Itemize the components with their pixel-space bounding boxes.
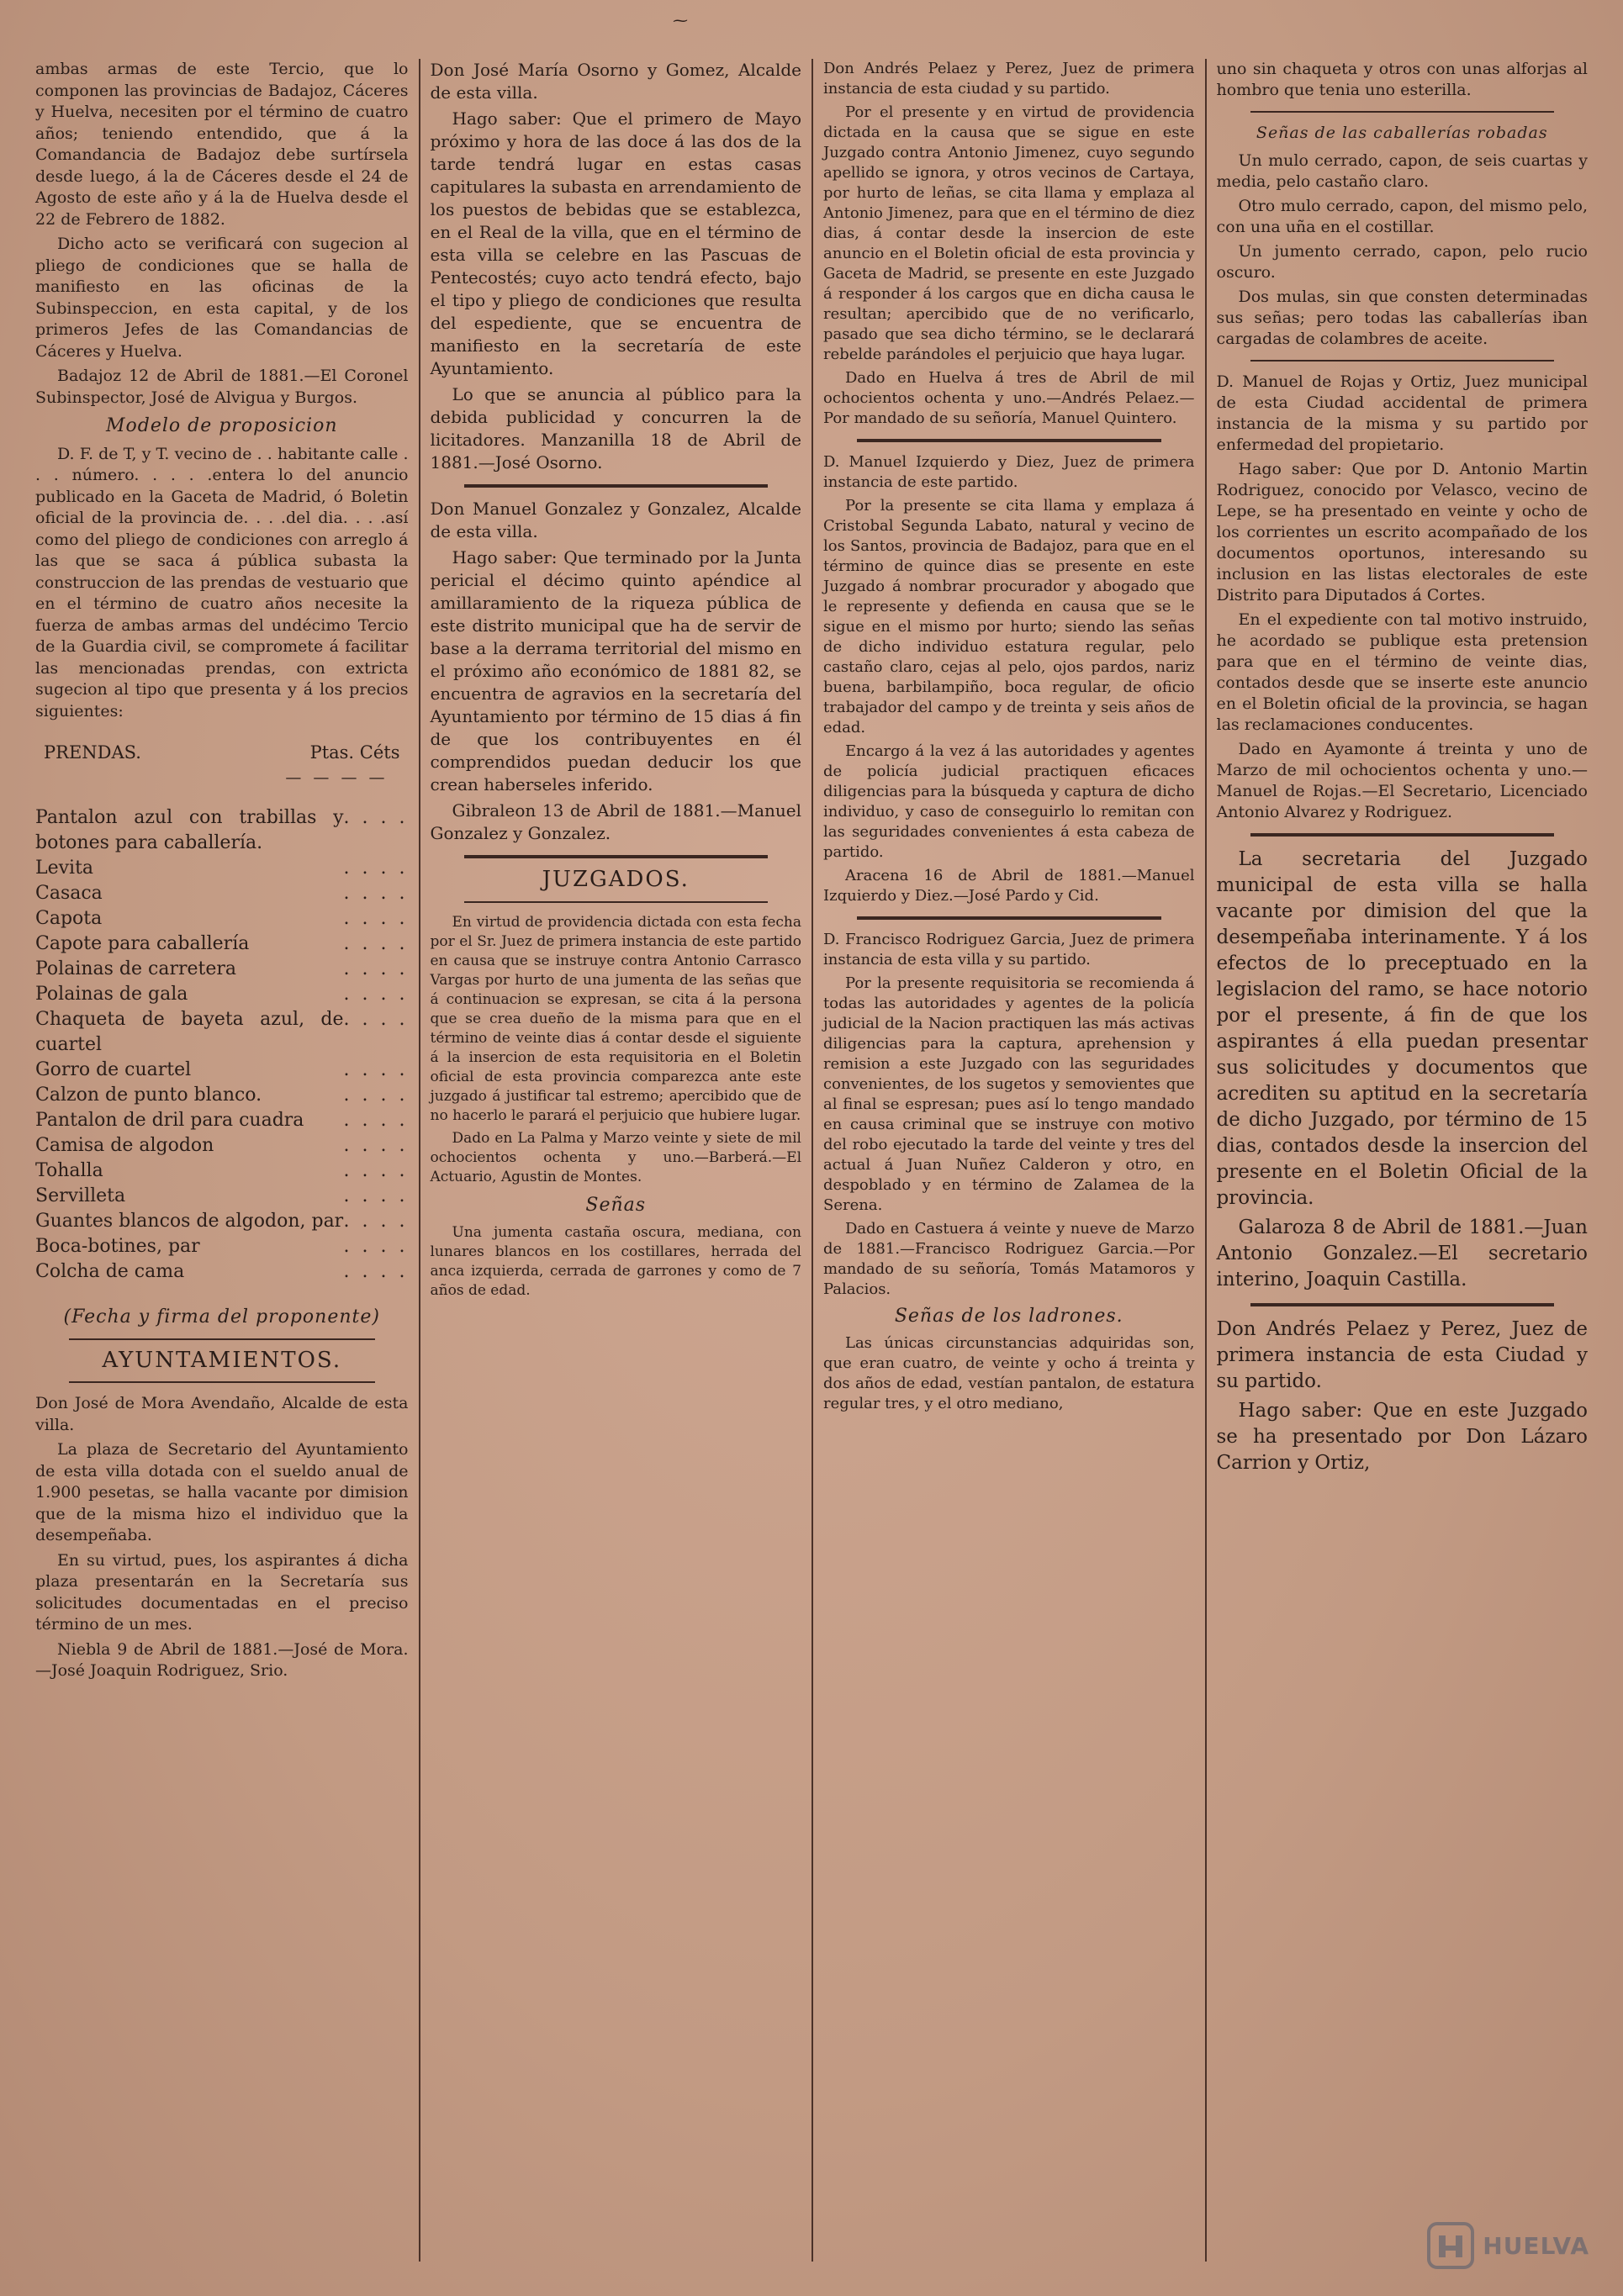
prenda-item: [35, 932, 409, 957]
paragraph: Hago saber: Que por D. Antonio Martin Rodriguez, conocido por Velasco, vecino de Lepe, se ha presentado en veinte y ocho de los corrientes un escrito acompañado de los documentos oportunos, interesando su inclusion en las listas electorales de este Distrito para Diputados á Cortes.: [1216, 460, 1588, 604]
prenda-item: [35, 1108, 409, 1133]
paragraph: En virtud de providencia dictada con esta fecha por el Sr. Juez de primera instancia de este partido en causa que se instruye contra Antonio Carrasco Vargas por hurto de una jumenta de las señas que á continuacion se expresan, se cita á la persona que se crea dueño de la misma para que en el término de veinte dias á contar desde el siguiente á la insercion de esta requisitoria en el Boletin oficial de esta provincia comparezca ante este juzgado á justificar tal estremo; apercibido que de no hacerlo le parará el perjuicio que hubiere lugar.: [430, 914, 801, 1124]
prenda-item: [35, 1234, 409, 1259]
prenda-label: Gorro de cuartel: [35, 1059, 192, 1080]
watermark-text: HUELVA: [1483, 2231, 1589, 2260]
prenda-item: [35, 1133, 409, 1159]
divider: [464, 484, 769, 488]
paragraph: Don Manuel Gonzalez y Gonzalez, Alcalde de esta villa.: [430, 499, 801, 541]
printer-mark: ⁓: [673, 12, 688, 29]
divider: [1250, 360, 1555, 362]
paragraph: Dicho acto se verificará con sugecion al pliego de condiciones que se halla de manifiesto en las oficinas de la Subinspeccion, en esta capital, y de los primeros Jefes de las Comandancias de Cáceres y Huelva.: [35, 235, 409, 361]
column-3: [812, 59, 1205, 2262]
prenda-item: [35, 881, 409, 906]
prenda-label: Polainas de carretera: [35, 958, 236, 979]
paragraph: Hago saber: Que terminado por la Junta pericial el décimo quinto apéndice al amillaramiento de la riqueza pública de este distrito municipal que ha de servir de base a la derrama territorial del mismo en el próximo año económico de 1881 82, se encuentra de agravios en la secretaría del Ayuntamiento por término de 15 dias á fin de que los contribuyentes en él comprendidos puedan deducir los que crean haberseles inferido.: [430, 547, 801, 794]
prendas-list: [35, 805, 409, 1285]
paragraph: La secretaria del Juzgado municipal de esta villa se halla vacante por dimision del que la desempeñaba interinamente. Y á los efectos de lo preceptuado en la legislacion del ramo, se hace notorio por el presente, á fin de que los aspirantes á ella puedan presentar sus solicitudes y documentos que acrediten su aptitud en la secretaría de dicho Juzgado, por término de 15 dias, contados desde la insercion del presente en el Boletin Oficial de la provincia.: [1216, 848, 1588, 1209]
section-title: AYUNTAMIENTOS.: [102, 1347, 342, 1373]
divider: [69, 1381, 375, 1383]
prenda-label: Capota: [35, 908, 103, 929]
paragraph: D. Manuel de Rojas y Ortiz, Juez municipal de esta Ciudad accidental de primera instancia de la misma y su partido por enfermedad del propietario.: [1216, 372, 1588, 454]
paragraph: Badajoz 12 de Abril de 1881.—El Coronel Subinspector, José de Alvigua y Burgos.: [35, 367, 409, 407]
paragraph: Un mulo cerrado, capon, de seis cuartas y media, pelo castaño claro.: [1216, 151, 1588, 191]
fecha-firma: (Fecha y firma del proponente): [63, 1306, 380, 1327]
column-2: [419, 59, 812, 2262]
ptas-label: Ptas. Céts: [309, 742, 400, 763]
paragraph: Don Andrés Pelaez y Perez, Juez de primera instancia de esta ciudad y su partido.: [823, 60, 1195, 98]
paragraph: D. Manuel Izquierdo y Diez, Juez de primera instancia de este partido.: [823, 453, 1195, 491]
paragraph: Dos mulas, sin que consten determinadas sus señas; pero todas las caballerías iban cargadas de colambres de aceite.: [1216, 288, 1588, 348]
divider: [1250, 1303, 1555, 1306]
section-title: Modelo de proposicion: [105, 415, 338, 436]
prenda-label: Colcha de cama: [35, 1261, 185, 1282]
prenda-label: Casaca: [35, 883, 103, 904]
prenda-item: [35, 1058, 409, 1083]
prenda-item: [35, 1083, 409, 1108]
prendas-header: [44, 742, 400, 764]
column-4: [1205, 59, 1599, 2262]
prendas-dashes: — — — —: [285, 768, 389, 787]
paragraph: D. Francisco Rodriguez Garcia, Juez de primera instancia de esta villa y su partido.: [823, 931, 1195, 969]
divider: [857, 439, 1161, 442]
paragraph: Las únicas circunstancias adquiridas son, que eran cuatro, de veinte y ocho á treinta y dos años de edad, vestían pantalon, de estatura regular tres, y el otro mediano,: [823, 1334, 1195, 1412]
section-title: Señas de las caballerías robadas: [1256, 124, 1548, 142]
divider: [464, 901, 769, 903]
prenda-label: Boca-botines, par: [35, 1236, 200, 1257]
paragraph: Dado en La Palma y Marzo veinte y siete de mil ochocientos ochenta y uno.—Barberá.—El Actuario, Agustin de Montes.: [430, 1130, 801, 1185]
prenda-label: Chaqueta de bayeta azul, de cuartel: [35, 1009, 344, 1055]
watermark: [1425, 2220, 1589, 2271]
paragraph: Don José María Osorno y Gomez, Alcalde de esta villa.: [430, 60, 801, 103]
prenda-label: Capote para caballería: [35, 933, 250, 954]
prenda-item: [35, 1259, 409, 1285]
section-title: JUZGADOS.: [542, 867, 690, 892]
paragraph: Aracena 16 de Abril de 1881.—Manuel Izquierdo y Diez.—José Pardo y Cid.: [823, 867, 1195, 905]
column-1: [25, 59, 419, 2262]
paragraph: Por la presente se cita llama y emplaza á Cristobal Segunda Labato, natural y vecino de los Santos, provincia de Badajoz, para que en el término de quince dias se presente en este Juzgado á nombrar procurador y abogado que le represente y defienda en causa que se le sigue en el mismo por hurto; siendo las señas de dicho individuo estatura regular, pelo castaño claro, cejas al pelo, ojos pardos, nariz buena, barbilampiño, boca regular, de oficio trabajador del campo y de treinta y seis años de edad.: [823, 497, 1195, 736]
columns: [25, 59, 1598, 2262]
library-logo-icon: [1425, 2220, 1476, 2271]
paragraph: Don José de Mora Avendaño, Alcalde de esta villa.: [35, 1394, 409, 1434]
section-title: Señas de los ladrones.: [894, 1306, 1123, 1327]
prenda-item: [35, 856, 409, 881]
prenda-label: Camisa de algodon: [35, 1135, 214, 1156]
prenda-item: [35, 1159, 409, 1184]
prenda-item: [35, 1007, 409, 1058]
paragraph: En su virtud, pues, los aspirantes á dicha plaza presentarán en la Secretaría sus solicitudes documentadas en el preciso término de un mes.: [35, 1550, 409, 1634]
prenda-label: Pantalon de dril para cuadra: [35, 1110, 304, 1131]
prenda-item: [35, 957, 409, 982]
divider: [69, 1338, 375, 1340]
paragraph: Dado en Ayamonte á treinta y uno de Marzo de mil ochocientos ochenta y uno.—Manuel de Rojas.—El Secretario, Licenciado Antonio Alvarez y Rodriguez.: [1216, 740, 1588, 821]
prenda-label: Guantes blancos de algodon, par: [35, 1211, 344, 1232]
prenda-label: Tohalla: [35, 1160, 103, 1181]
paragraph: Don Andrés Pelaez y Perez, Juez de primera instancia de esta Ciudad y su partido.: [1216, 1318, 1588, 1392]
paragraph: D. F. de T, y T. vecino de . . habitante calle . . . número. . . . .entera lo del anuncio publicado en la Gaceta de Madrid, ó Boletin oficial de la provincia de. . . .del dia. . . .así como del pliego de condiciones con arreglo á las que se saca á pública subasta la construccion de las prendas de vestuario que en el término de cuatro años necesite la fuerza de ambas armas del undécimo Tercio de la Guardia civil, se compromete á facilitar las mencionadas prendas, con extricta sugecion al tipo que presenta y á los precios siguientes:: [35, 444, 409, 720]
paragraph: uno sin chaqueta y otros con unas alforjas al hombro que tenia uno esterilla.: [1216, 60, 1588, 99]
paragraph: Un jumento cerrado, capon, pelo rucio oscuro.: [1216, 242, 1588, 282]
prenda-label: Pantalon azul con trabillas y botones para caballería.: [35, 807, 344, 853]
prenda-item: [35, 982, 409, 1007]
prendas-label: PRENDAS.: [44, 742, 141, 763]
paragraph: La plaza de Secretario del Ayuntamiento de esta villa dotada con el sueldo anual de 1.900 pesetas, se halla vacante por dimision que de la misma hizo el individuo que la desempeñaba.: [35, 1440, 409, 1544]
divider: [464, 855, 769, 858]
prenda-label: Polainas de gala: [35, 984, 188, 1005]
paragraph: Dado en Huelva á tres de Abril de mil ochocientos ochenta y uno.—Andrés Pelaez.—Por mandado de su señoría, Manuel Quintero.: [823, 369, 1195, 427]
paragraph: Dado en Castuera á veinte y nueve de Marzo de 1881.—Francisco Rodriguez Garcia.—Por mandado de su señoría, Tomás Matamoros y Palacios.: [823, 1220, 1195, 1298]
divider: [857, 916, 1161, 920]
prenda-label: Servilleta: [35, 1185, 126, 1206]
paragraph: Lo que se anuncia al público para la debida publicidad y concurren la de licitadores. Manzanilla 18 de Abril de 1881.—José Osorno.: [430, 384, 801, 472]
paragraph: ambas armas de este Tercio, que lo componen las provincias de Badajoz, Cáceres y Huelva, necesiten por el término de cuatro años; teniendo entendido, que á la Comandancia de Badajoz debe surtírsela desde luego, á la de Cáceres desde el 24 de Agosto de este año y á la de Huelva desde el 22 de Febrero de 1882.: [35, 60, 409, 229]
prenda-item: [35, 1184, 409, 1209]
paragraph: Galaroza 8 de Abril de 1881.—Juan Antonio Gonzalez.—El secretario interino, Joaquin Castilla.: [1216, 1217, 1588, 1291]
prenda-label: Calzon de punto blanco.: [35, 1085, 262, 1106]
paragraph: Hago saber: Que en este Juzgado se ha presentado por Don Lázaro Carrion y Ortiz,: [1216, 1400, 1588, 1474]
prenda-item: [35, 1209, 409, 1234]
paragraph: Gibraleon 13 de Abril de 1881.—Manuel Gonzalez y Gonzalez.: [430, 800, 801, 843]
prenda-item: [35, 906, 409, 932]
paragraph: Hago saber: Que el primero de Mayo próximo y hora de las doce á las dos de la tarde tendrá lugar en estas casas capitulares la subasta en arrendamiento de los puestos de bebidas que se establezca, en el Real de la villa, que en el término de esta villa se celebre en las Pascuas de Pentecostés; cuyo acto tendrá efecto, bajo el tipo y pliego de condiciones que resulta del espediente, que se encuentra de manifiesto en la secretaría de este Ayuntamiento.: [430, 108, 801, 378]
prenda-label: Levita: [35, 858, 94, 879]
divider: [1250, 111, 1555, 113]
paragraph: En el expediente con tal motivo instruido, he acordado se publique esta pretension para que en el término de veinte dias, contados desde que se inserte este anuncio en el Boletin oficial de la provincia, se hagan las reclamaciones conducentes.: [1216, 610, 1588, 734]
paragraph: Niebla 9 de Abril de 1881.—José de Mora.—José Joaquin Rodriguez, Srio.: [35, 1639, 409, 1680]
paragraph: Encargo á la vez á las autoridades y agentes de policía judicial practiquen eficaces diligencias para la búsqueda y captura de dicho individuo, y caso de conseguirlo lo remitan con las seguridades convenientes á esta cabeza de partido.: [823, 742, 1195, 861]
paragraph: Por el presente y en virtud de providencia dictada en la causa que se sigue en este Juzgado contra Antonio Jimenez, cuyo segundo apellido se ignora, y otros vecinos de Cartaya, por hurto de leñas, se cita llama y emplaza al Antonio Jimenez, para que en el término de diez dias, á contar desde la insercion de este anuncio en el Boletin oficial de esta provincia y Gaceta de Madrid, se presente en este Juzgado á responder á los cargos que en dicha causa le resultan; apercibido que de no verificarlo, pasado que sea dicho término, se le declarará rebelde parándoles el perjuicio que haya lugar.: [823, 103, 1195, 363]
prenda-item: [35, 805, 409, 856]
section-title: Señas: [585, 1195, 647, 1216]
divider: [1250, 833, 1555, 837]
paragraph: Otro mulo cerrado, capon, del mismo pelo, con una uña en el costillar.: [1216, 197, 1588, 236]
paragraph: Por la presente requisitoria se recomienda á todas las autoridades y agentes de la policía judicial de la Nacion practiquen las más activas diligencias para la captura, aprehension y remision a este Juzgado con las seguridades convenientes, de los sugetos y semovientes que al final se espresan; pues así lo tengo mandado en causa criminal que se instruye con motivo del robo ejecutado la tarde del veinte y tres del actual á Juan Nuñez Calderon y otro, en despoblado y en término de Zalamea de la Serena.: [823, 974, 1195, 1214]
paragraph: Una jumenta castaña oscura, mediana, con lunares blancos en los costillares, herrada del anca izquierda, cerrada de garrones y como de 7 años de edad.: [430, 1224, 801, 1299]
